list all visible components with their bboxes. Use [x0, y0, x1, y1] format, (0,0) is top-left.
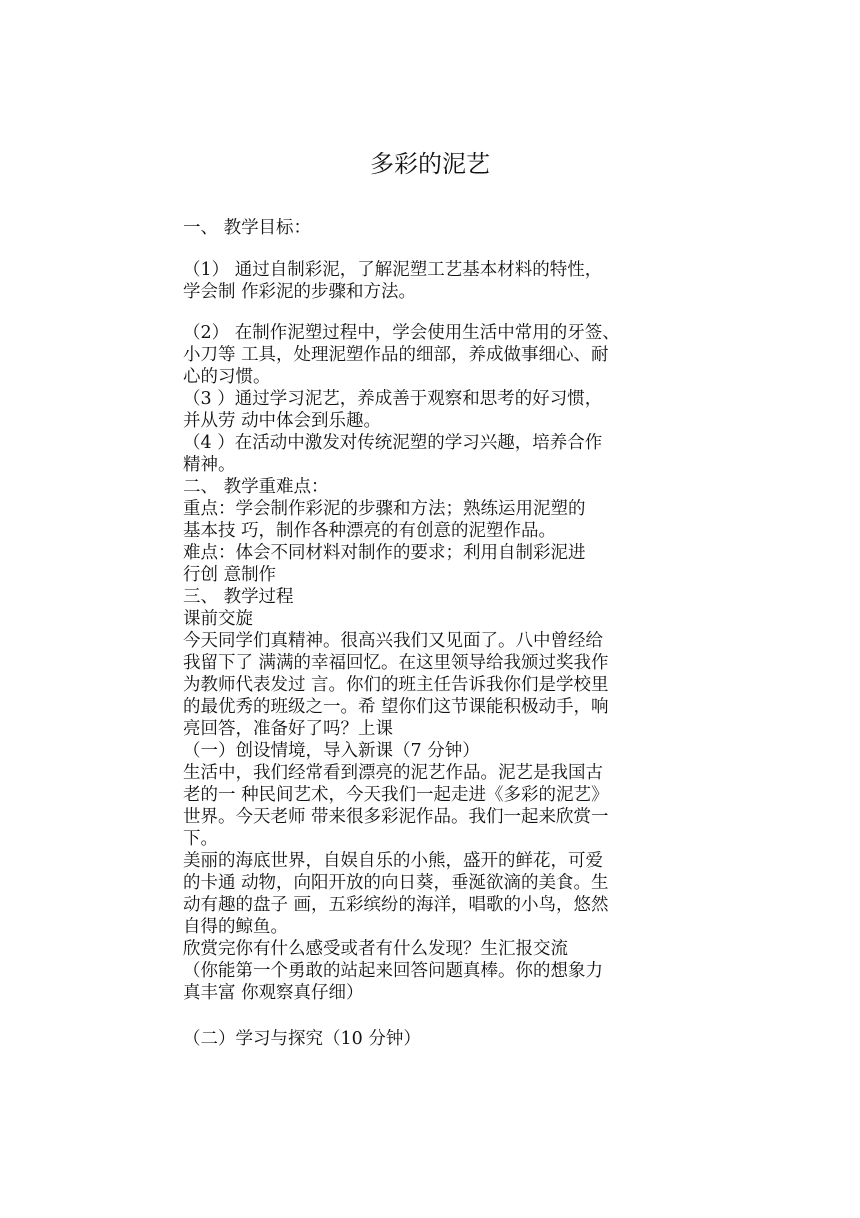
paragraph-line: 下。 [183, 829, 218, 849]
paragraph-line: （4 ）在活动中激发对传统泥塑的学习兴趣，培养合作 [183, 433, 603, 453]
paragraph-line: 老的一 种民间艺术，今天我们一起走进《多彩的泥艺》 [183, 785, 609, 805]
paragraph-line: 并从劳 动中体会到乐趣。 [183, 411, 382, 431]
paragraph-line: 真丰富 你观察真仔细） [183, 983, 364, 1003]
paragraph-line: 生活中，我们经常看到漂亮的泥艺作品。泥艺是我国古 [183, 763, 603, 783]
paragraph-line: 小刀等 工具，处理泥塑作品的细部，养成做事细心、耐 [183, 345, 609, 365]
paragraph-line: 世界。今天老师 带来很多彩泥作品。我们一起来欣赏一 [183, 807, 609, 827]
paragraph-line: 欣赏完你有什么感受或者有什么发现？生汇报交流 [183, 939, 568, 959]
paragraph-line: 重点：学会制作彩泥的步骤和方法；熟练运用泥塑的 [183, 499, 586, 519]
paragraph-line: （2） 在制作泥塑过程中，学会使用生活中常用的牙签、 [183, 323, 620, 343]
paragraph-line: 的最优秀的班级之一。希 望你们这节课能积极动手，响 [183, 697, 609, 717]
paragraph-line: 亮回答，准备好了吗？上课 [183, 719, 393, 739]
paragraph-line: 精神。 [183, 455, 236, 475]
document-title: 多彩的泥艺 [370, 150, 490, 178]
paragraph-line: （1） 通过自制彩泥，了解泥塑工艺基本材料的特性， [183, 260, 603, 280]
paragraph-line: 基本技 巧，制作各种漂亮的有创意的泥塑作品。 [183, 521, 557, 541]
paragraph-line: 动有趣的盘子 画，五彩缤纷的海洋，唱歌的小鸟，悠然 [183, 895, 609, 915]
section-heading-objectives: 一、 教学目标： [183, 218, 312, 238]
section-heading-key-points: 二、 教学重难点： [183, 477, 329, 497]
paragraph-line: 心的习惯。 [183, 367, 271, 387]
paragraph-line: （你能第一个勇敢的站起来回答问题真棒。你的想象力 [183, 961, 603, 981]
paragraph-line: 难点：体会不同材料对制作的要求；利用自制彩泥进 [183, 543, 586, 563]
paragraph-line: 课前交旋 [183, 609, 253, 629]
paragraph-line: 今天同学们真精神。很高兴我们又见面了。八中曾经给 [183, 631, 603, 651]
section-heading-process: 三、 教学过程 [183, 587, 294, 607]
paragraph-line: 的卡通 动物，向阳开放的向日葵，垂涎欲滴的美食。生 [183, 873, 609, 893]
paragraph-line: 行创 意制作 [183, 565, 277, 585]
subsection-heading: （二）学习与探究（10 分钟） [183, 1029, 421, 1049]
paragraph-line: （3 ）通过学习泥艺，养成善于观察和思考的好习惯， [183, 389, 603, 409]
subsection-heading: （一）创设情境，导入新课（7 分钟） [183, 741, 480, 761]
paragraph-line: 学会制 作彩泥的步骤和方法。 [183, 282, 417, 302]
paragraph-line: 美丽的海底世界，自娱自乐的小熊，盛开的鲜花，可爱 [183, 851, 603, 871]
paragraph-line: 自得的鲸鱼。 [183, 917, 288, 937]
paragraph-line: 为教师代表发过 言。你们的班主任告诉我你们是学校里 [183, 675, 609, 695]
paragraph-line: 我留下了 满满的幸福回忆。在这里领导给我颁过奖我作 [183, 653, 609, 673]
